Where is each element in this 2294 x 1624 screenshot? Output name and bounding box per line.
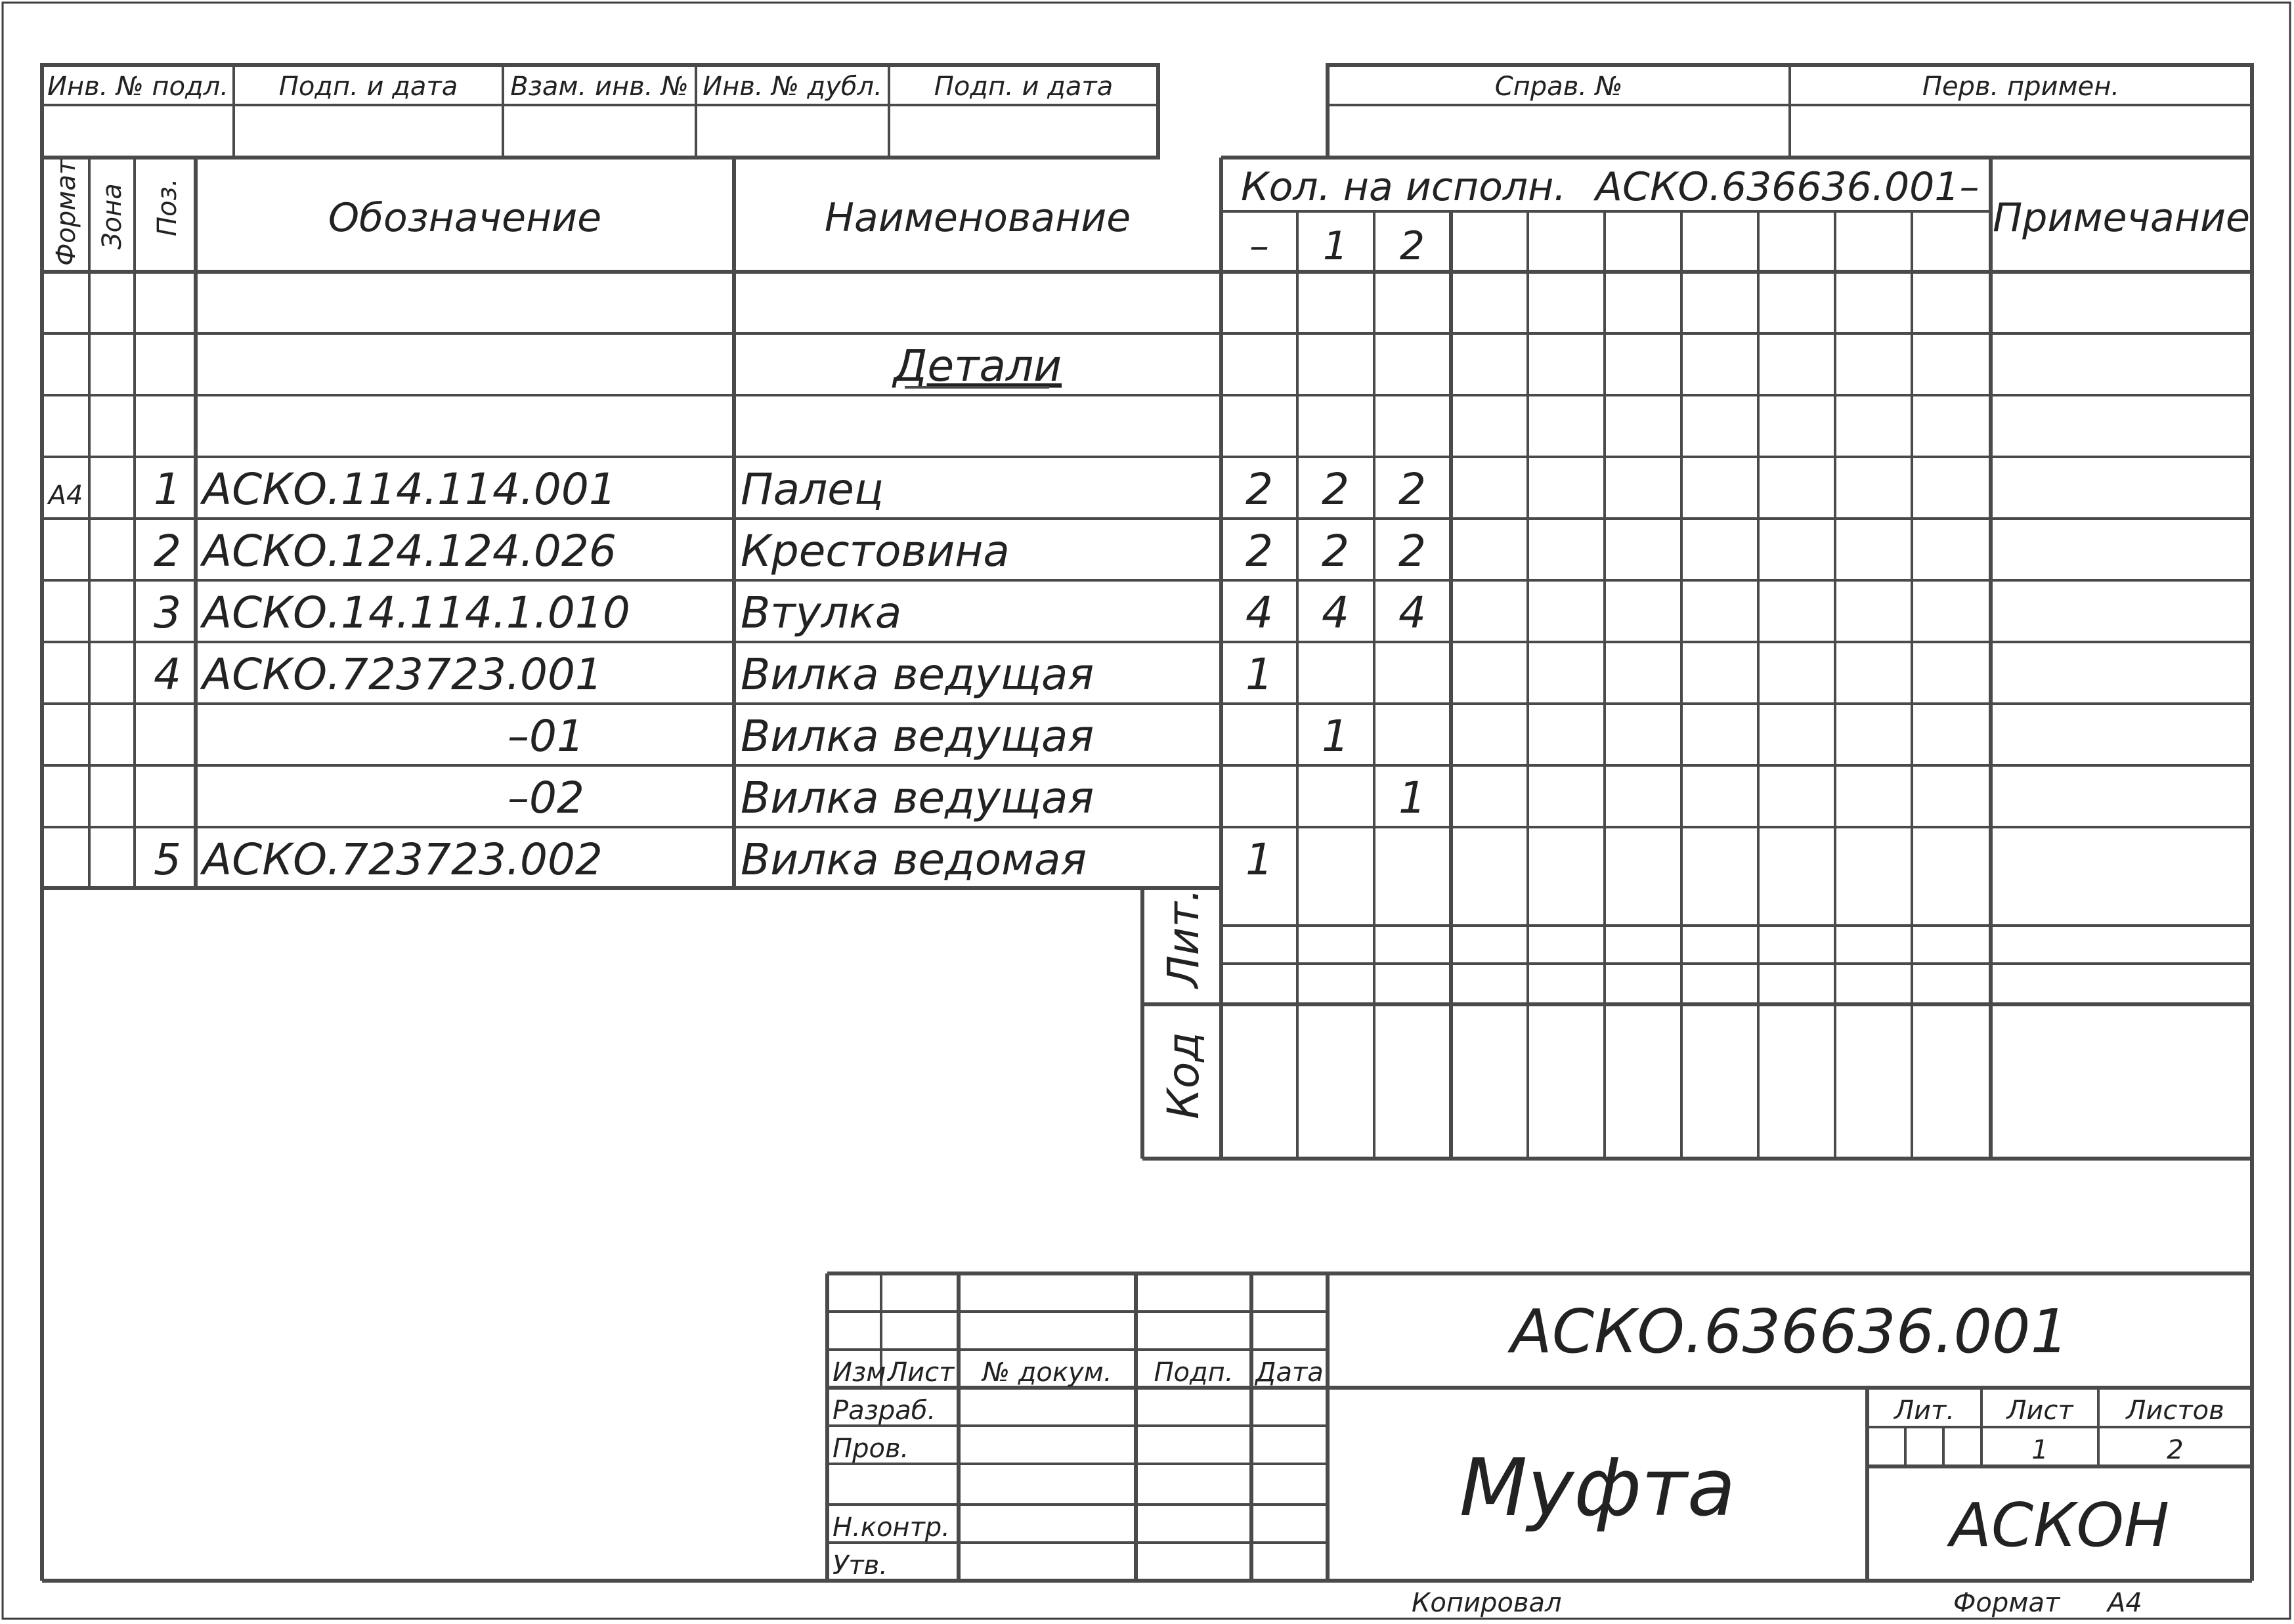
row-quantity: 2 xyxy=(1322,464,1349,515)
row-name: Втулка xyxy=(741,588,902,638)
row-designation: АСКО.723723.002 xyxy=(202,834,603,885)
vzam-inv-label: Взам. инв. № xyxy=(510,72,689,102)
podp-data-2-label: Подп. и дата xyxy=(934,72,1114,102)
row-position: 4 xyxy=(154,649,181,700)
data-label: Дата xyxy=(1255,1357,1324,1388)
outer-frame xyxy=(3,3,2290,1619)
perv-primen-label: Перв. примен. xyxy=(1922,72,2120,102)
spec-rows xyxy=(47,464,1426,885)
sheet-label: Лист xyxy=(2006,1396,2073,1426)
table-row xyxy=(154,834,1273,885)
row-name: Палец xyxy=(741,464,884,515)
izm-label: Изм. xyxy=(833,1357,895,1388)
row-quantity: 1 xyxy=(1245,649,1273,700)
kol-code: АСКО.636636.001– xyxy=(1595,164,1980,210)
row-quantity: 1 xyxy=(1322,711,1349,761)
variant-1: 1 xyxy=(1322,223,1349,269)
format-footer-value: А4 xyxy=(2108,1588,2142,1618)
row-designation: –01 xyxy=(508,711,584,761)
podp-label: Подп. xyxy=(1154,1357,1234,1388)
table-row xyxy=(154,588,1426,638)
row-quantity: 2 xyxy=(1322,526,1349,576)
row-quantity: 4 xyxy=(1245,588,1273,638)
row-quantity: 1 xyxy=(1398,773,1426,823)
table-row xyxy=(47,464,1426,515)
row-designation: –02 xyxy=(508,773,584,823)
sheets-count: 2 xyxy=(2167,1435,2184,1465)
variant-base: – xyxy=(1249,223,1269,269)
col-format-header: Формат xyxy=(51,159,81,266)
razrab-label: Разраб. xyxy=(833,1396,936,1426)
company-name: АСКОН xyxy=(1949,1490,2170,1560)
row-quantity: 2 xyxy=(1398,526,1426,576)
document-name: Муфта xyxy=(1459,1443,1736,1534)
col-poz-header: Поз. xyxy=(152,178,183,236)
row-position: 3 xyxy=(154,588,181,638)
document-designation: АСКО.636636.001 xyxy=(1510,1296,2069,1367)
n-dokum-label: № докум. xyxy=(982,1357,1112,1388)
row-quantity: 4 xyxy=(1398,588,1426,638)
format-footer-label: Формат xyxy=(1953,1588,2060,1618)
row-position: 1 xyxy=(154,464,181,515)
inv-podl-label: Инв. № подл. xyxy=(47,72,228,102)
col-zona-header: Зона xyxy=(97,183,127,249)
row-designation: АСКО.14.114.1.010 xyxy=(202,588,630,638)
sprav-label: Справ. № xyxy=(1494,72,1623,102)
row-position: 2 xyxy=(154,526,181,576)
row-name: Крестовина xyxy=(741,526,1010,576)
row-designation: АСКО.114.114.001 xyxy=(202,464,617,515)
row-position: 5 xyxy=(154,834,181,885)
utv-label: Утв. xyxy=(833,1550,888,1581)
sheets-label: Листов xyxy=(2126,1396,2224,1426)
lit-label: Лит. xyxy=(1158,888,1209,988)
row-quantity: 2 xyxy=(1398,464,1426,515)
col-naimenovanie-header: Наименование xyxy=(824,195,1131,241)
section-title: Детали xyxy=(893,341,1062,391)
row-quantity: 4 xyxy=(1322,588,1349,638)
row-name: Вилка ведомая xyxy=(741,834,1087,885)
inv-dubl-label: Инв. № дубл. xyxy=(703,72,882,102)
row-name: Вилка ведущая xyxy=(741,711,1094,761)
col-primechanie-header: Примечание xyxy=(1993,195,2250,241)
variant-2: 2 xyxy=(1399,223,1425,269)
row-name: Вилка ведущая xyxy=(741,649,1094,700)
row-quantity: 2 xyxy=(1245,526,1273,576)
kod-label: Код xyxy=(1158,1032,1209,1119)
row-quantity: 1 xyxy=(1245,834,1273,885)
podp-data-1-label: Подп. и дата xyxy=(278,72,458,102)
table-row xyxy=(154,526,1426,576)
table-row xyxy=(154,649,1273,700)
row-format: А4 xyxy=(48,481,83,511)
sheet-number: 1 xyxy=(2031,1435,2048,1465)
kol-header: Кол. на исполн. xyxy=(1241,164,1567,210)
prov-label: Пров. xyxy=(833,1434,909,1464)
row-designation: АСКО.723723.001 xyxy=(202,649,603,700)
list-label: Лист xyxy=(888,1357,955,1388)
row-quantity: 2 xyxy=(1245,464,1273,515)
n-kontr-label: Н.контр. xyxy=(833,1512,950,1543)
lit-title-label: Лит. xyxy=(1894,1396,1955,1426)
copied-label: Копировал xyxy=(1412,1588,1562,1618)
row-name: Вилка ведущая xyxy=(741,773,1094,823)
row-designation: АСКО.124.124.026 xyxy=(202,526,617,576)
table-row xyxy=(508,773,1426,823)
col-oboznachenie-header: Обозначение xyxy=(328,195,602,241)
